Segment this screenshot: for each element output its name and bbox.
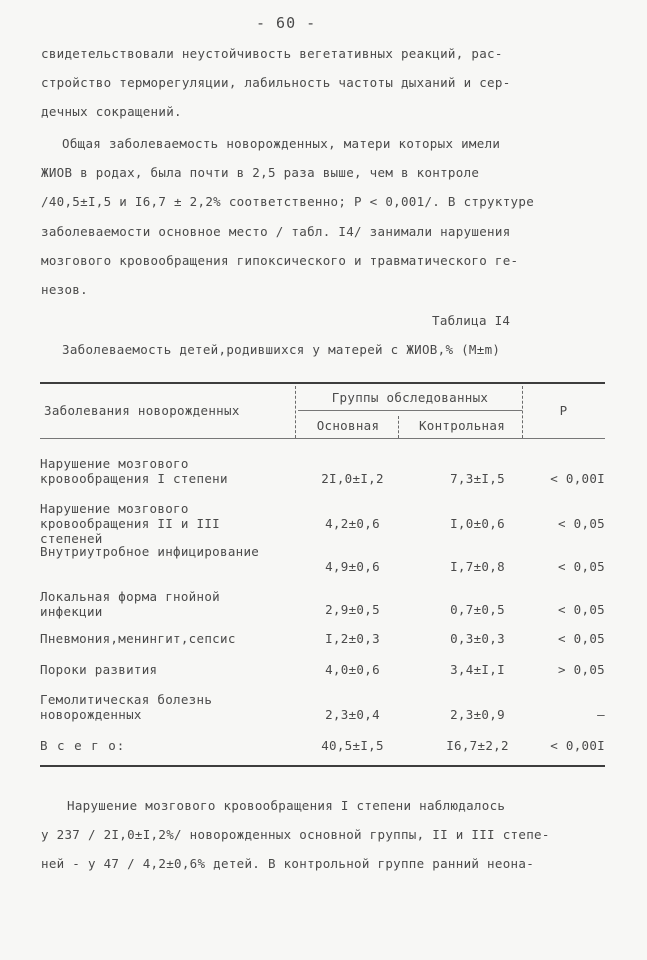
header-main-group: Основная <box>316 418 380 433</box>
paragraph2-line-5: мозгового кровообращения гипоксического и травматического ге- <box>41 253 519 268</box>
row-p: < 0,05 <box>558 516 605 531</box>
row-control: I6,7±2,2 <box>446 738 509 753</box>
paragraph3-line-1: Нарушение мозгового кровообращения I степени наблюдалось <box>67 798 506 813</box>
header-control-group: Контрольная <box>418 418 506 433</box>
row-name: Нарушение мозгового кровообращения I степени <box>40 456 228 486</box>
table-sub-rule <box>298 410 522 411</box>
paragraph2-line-4: заболеваемости основное место / табл. I4/ занимали нарушения <box>41 224 511 239</box>
row-main: 2,9±0,5 <box>325 602 380 617</box>
row-main: 4,2±0,6 <box>325 516 380 531</box>
table-divider <box>522 386 523 438</box>
paragraph1-line-2: стройство терморегуляции, лабильность частоты дыханий и сер- <box>41 75 511 90</box>
paragraph2-line-6: незов. <box>41 282 88 297</box>
paragraph2-line-1: Общая заболеваемость новорожденных, матери которых имели <box>62 136 501 151</box>
header-groups: Группы обследованных <box>331 390 489 405</box>
table-label: Таблица I4 <box>432 313 511 328</box>
row-name: Локальная форма гнойной инфекции <box>40 589 220 619</box>
table-title: Заболеваемость детей,родившихся у матерей с ЖИОВ,% (M±m) <box>62 342 501 357</box>
paragraph1-line-1: свидетельствовали неустойчивость вегетативных реакций, рас- <box>41 46 503 61</box>
row-p: < 0,05 <box>558 559 605 574</box>
row-p: < 0,00I <box>550 471 605 486</box>
row-name: Внутриутробное инфицирование <box>40 544 260 559</box>
table-top-rule <box>40 382 605 384</box>
row-name: Пороки развития <box>40 662 158 677</box>
row-name: Нарушение мозгового кровообращения II и III степеней <box>40 501 220 546</box>
row-control: I,7±0,8 <box>450 559 505 574</box>
page-number: - 60 - <box>256 14 317 32</box>
row-main: 40,5±I,5 <box>321 738 384 753</box>
paragraph3-line-2: у 237 / 2I,0±I,2%/ новорожденных основной группы, II и III степе- <box>41 827 550 842</box>
row-name-total: В с е г о: <box>40 738 126 753</box>
row-main: 4,9±0,6 <box>325 559 380 574</box>
data-table <box>40 380 605 770</box>
paragraph3-line-3: ней - у 47 / 4,2±0,6% детей. В контрольной группе ранний неона- <box>41 856 535 871</box>
row-main: 4,0±0,6 <box>325 662 380 677</box>
row-p: < 0,05 <box>558 631 605 646</box>
row-control: 3,4±I,I <box>450 662 505 677</box>
table-divider <box>295 386 296 438</box>
row-control: 7,3±I,5 <box>450 471 505 486</box>
table-bottom-rule <box>40 765 605 767</box>
row-control: I,0±0,6 <box>450 516 505 531</box>
row-p: > 0,05 <box>558 662 605 677</box>
row-control: 0,3±0,3 <box>450 631 505 646</box>
row-main: 2I,0±I,2 <box>321 471 384 486</box>
row-main: I,2±0,3 <box>325 631 380 646</box>
row-p: < 0,05 <box>558 602 605 617</box>
paragraph2-line-3: /40,5±I,5 и I6,7 ± 2,2% соответственно; P < 0,001/. В структуре <box>41 194 535 209</box>
row-p: < 0,00I <box>550 738 605 753</box>
row-main: 2,3±0,4 <box>325 707 380 722</box>
header-p: P <box>559 403 568 418</box>
header-diseases: Заболевания новорожденных <box>44 403 240 418</box>
paragraph1-line-3: дечных сокращений. <box>41 104 182 119</box>
row-name: Пневмония,менингит,сепсис <box>40 631 236 646</box>
table-divider <box>398 416 399 438</box>
paragraph2-line-2: ЖИОВ в родах, была почти в 2,5 раза выше, чем в контроле <box>41 165 480 180</box>
row-name: Гемолитическая болезнь новорожденных <box>40 692 213 722</box>
row-control: 0,7±0,5 <box>450 602 505 617</box>
row-p: – <box>597 707 605 722</box>
table-header-rule <box>40 438 605 439</box>
row-control: 2,3±0,9 <box>450 707 505 722</box>
